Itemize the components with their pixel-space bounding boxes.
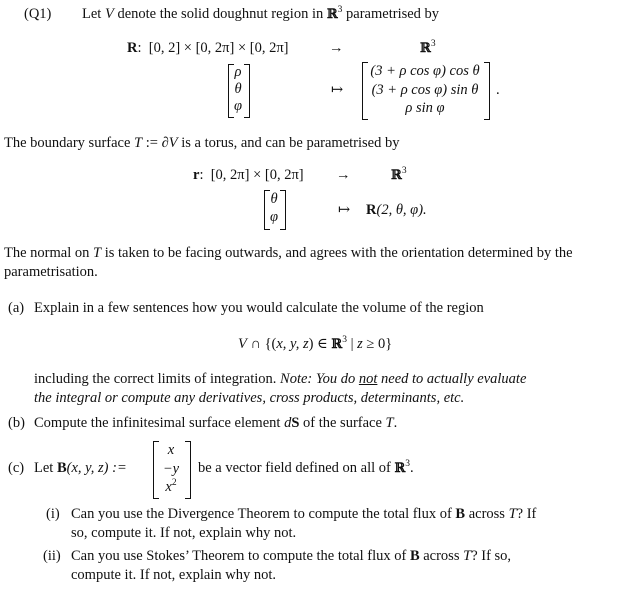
part-a-text: Explain in a few sentences how you would calculate the volume of the region (34, 300, 484, 316)
question-number: (Q1) (24, 6, 52, 22)
map-R-signature: R: [0, 2] × [0, 2π] × [0, 2π] (127, 40, 289, 56)
map-r-codomain: ℝ$^3$ (391, 166, 407, 183)
part-a-label: (a) (8, 300, 25, 316)
map-R-output-right-bracket (484, 62, 490, 120)
part-c-ii-line2: compute it. If not, explain why not. (71, 567, 276, 583)
part-c-text: be a vector field defined on all of ℝ$^3$. (198, 459, 414, 476)
part-c-ii-label: (ii) (43, 548, 61, 564)
part-c-i-line1: Can you use the Divergence Theorem to compute the total flux of B across T? If (71, 506, 537, 522)
intro-line: Let V denote the solid doughnut region in ℝ$^3$ parametrised by (82, 5, 440, 22)
map-R-input-vector: ρ θ φ (233, 64, 243, 114)
part-c-vector: x −y $x^2$ (162, 442, 180, 495)
part-c-ii-line1: Can you use Stokes’ Theorem to compute the total flux of B across T? If so, (71, 548, 512, 564)
map-R-input-right-bracket (244, 64, 250, 118)
boundary-sentence: The boundary surface T := ∂V is a torus, and can be parametrised by (4, 135, 400, 151)
map-R-mapsto: ↦ (331, 82, 344, 98)
map-R-period: . (496, 82, 500, 98)
map-R-codomain: ℝ$^3$ (420, 39, 436, 56)
map-r-signature: r: [0, 2π] × [0, 2π] (193, 167, 304, 183)
map-r-input-vector: θ φ (269, 191, 279, 225)
part-c-label: (c) (8, 460, 25, 476)
part-c-i-line2: so, compute it. If not, explain why not. (71, 525, 297, 541)
part-b-label: (b) (8, 415, 25, 431)
normal-sentence: The normal on T is taken to be facing outwards, and agrees with the orientation determined by the parametrisation. (4, 245, 573, 280)
part-c-definition: Let B(x, y, z) := (34, 460, 127, 476)
part-a-region: V ∩ {(x, y, z) ∈ ℝ$^3$ | z ≥ 0} (238, 335, 393, 352)
map-r-input-right-bracket (280, 190, 286, 230)
map-r-arrow: → (336, 167, 351, 183)
map-r-mapsto: ↦ (338, 202, 351, 218)
map-R-arrow: → (329, 40, 344, 56)
map-R-output-vector: (3 + ρ cos φ) cos θ (3 + ρ cos φ) sin θ ρ sin φ (370, 63, 480, 116)
part-a-line2: including the correct limits of integration. Note: You do not need to actually evaluate (34, 371, 527, 387)
part-c-i-label: (i) (46, 506, 60, 522)
map-r-image: R(2, θ, φ). (366, 202, 427, 218)
part-a-line3: the integral or compute any derivatives, cross products, determinants, etc. (34, 390, 465, 406)
part-b-text: Compute the infinitesimal surface element dS of the surface T. (34, 415, 398, 431)
part-c-vector-right-bracket (185, 441, 191, 499)
